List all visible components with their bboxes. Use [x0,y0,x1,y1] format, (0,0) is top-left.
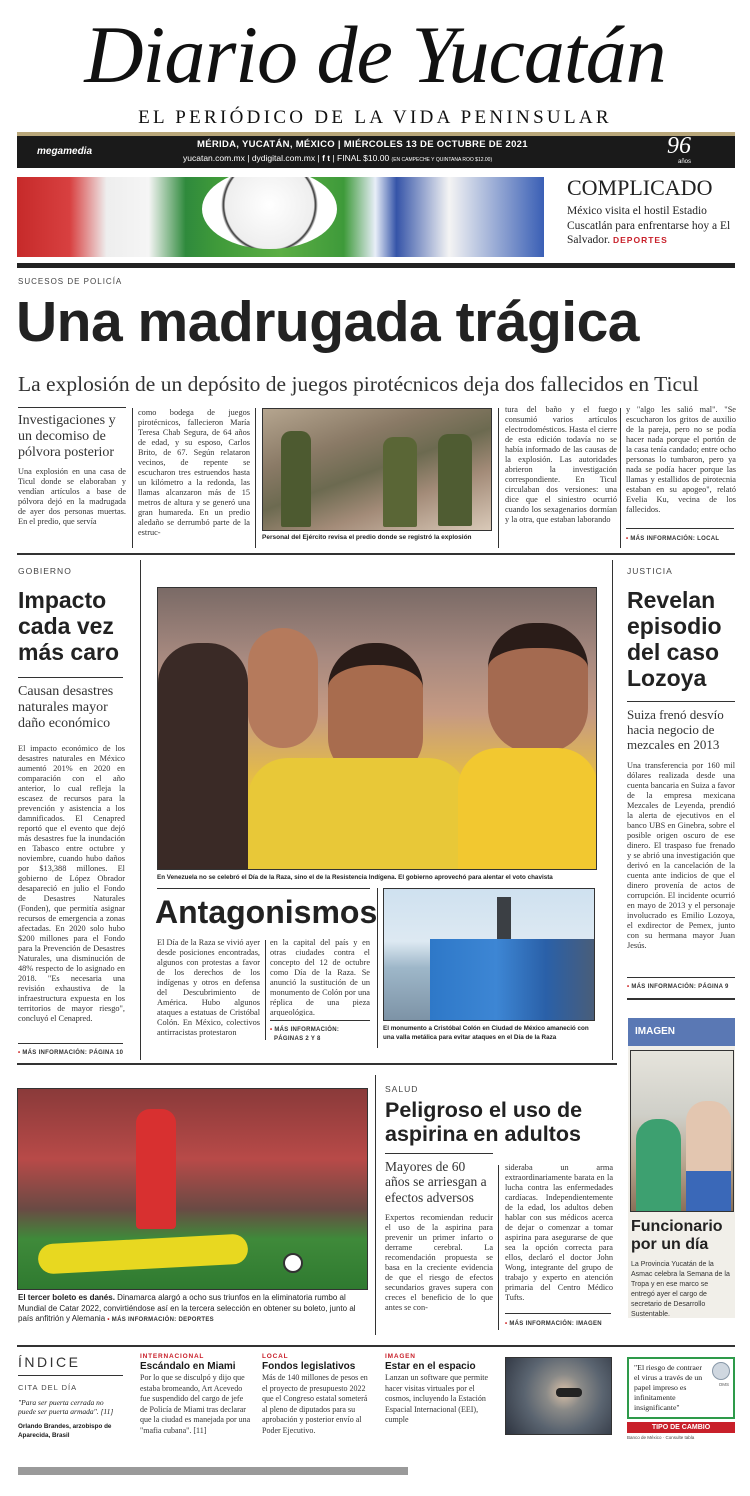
index-left-column [18,1353,130,1465]
divider [270,1020,370,1021]
social-icons[interactable]: f t [322,153,331,163]
lead-section-label: SUCESOS DE POLICÍA [18,277,123,286]
lead-photo[interactable] [262,408,492,531]
megamedia-logo: megamedia [37,146,93,157]
column-rule [140,560,141,1060]
column-rule [620,408,621,548]
antagonismos-more-info-link[interactable]: • MÁS INFORMACIÓN: PÁGINAS 2 Y 8 [270,1027,340,1042]
divider [18,1375,123,1376]
footer-bar [18,1467,408,1475]
index-item-text: Más de 140 millones de pesos en el proyecto de presupuesto 2022 que el Congreso estatal someterá al pleno de diputados para su aprobación y posterior envío al Poder Ejecutivo. [262,1373,368,1435]
section-divider [17,1345,735,1347]
index-item-section: LOCAL [262,1353,289,1360]
lead-more-info-link[interactable]: • MÁS INFORMACIÓN: LOCAL [626,536,720,542]
lead-photo-caption: Personal del Ejército revisa el predio donde se registró la explosión [262,534,472,541]
more-info-label[interactable]: MÁS INFORMACIÓN: DEPORTES [111,1317,214,1323]
more-info-label[interactable]: MÁS INFORMACIÓN: LOCAL [630,536,720,542]
lead-side-headline: Investigaciones y un decomiso de pólvora posterior [18,413,116,461]
soldier-figure [383,437,417,527]
divider [157,888,370,889]
index-item-title[interactable]: Escándalo en Miami [140,1361,236,1372]
more-info-label[interactable]: MÁS INFORMACIÓN: IMAGEN [509,1321,602,1327]
divider [505,1313,611,1314]
soldier-figure [281,431,311,527]
gobierno-headline[interactable]: Impacto cada vez más caro [18,587,120,665]
gobierno-more-info-link[interactable]: • MÁS INFORMACIÓN: PÁGINA 10 [18,1050,124,1056]
index-item-section: INTERNACIONAL [140,1353,205,1360]
oms-logo-icon [712,1362,730,1380]
lead-side-column [18,407,126,548]
person-figure [686,1101,731,1211]
person-figure [458,748,597,870]
quote-of-day-label: CITA DEL DÍA [18,1383,78,1392]
promo-section-link[interactable]: DEPORTES [613,235,668,245]
vr-headset [556,1388,582,1397]
space-vr-photo[interactable] [505,1357,612,1435]
oms-quote: "El riesgo de contraer el virus a través de un papel impreso es infinitamente insignificante" [634,1363,703,1412]
divider [626,528,734,529]
index-item-section: IMAGEN [385,1353,416,1360]
player-figure [37,1234,248,1275]
divider [627,998,735,1000]
quote-author: Orlando Brandes, arzobispo de Aparecida, Brasil [18,1423,112,1439]
lead-col2-body: como bodega de juegos pirotécnicos, fallecieron María Teresa Chab Segura, de 64 años de edad, y su esposo, Carlos Brito, de 67. Según relataron vecinos, de repente se escucharon tres estruendos hasta un kilómetro a la redonda, las llamas alcanzaron más de 15 metros de altura y se generó una gran humareda. En un predio aledaño se derrumbó parte de la estruc- [138,408,250,537]
soccer-ball-icon [202,177,337,249]
gobierno-subhead: Causan desastres naturales mayor daño económico [18,683,114,732]
lead-col4-body: tura del baño y el fuego consumió varios artículos electrodomésticos. Hasta el cierre de esta edición todavía no se había informado de las causas de la explosión. Las autoridades abrieron la investigación correspondiente. En Ticul circulaban dos versiones: una dice que el siniestro ocurrió cuando los sexagenarios dormían y la otra, que estaban laborando [505,405,617,524]
justicia-body: Una transferencia por 160 mil dólares realizada desde una cuenta bancaria en Suiza a favor de la empresa mexicana Mezcales de Leyenda, prendió la alerta de ejecutivos en el banco UBS en Ginebra, sobre el posible origen oscuro de ese dinero. El traspaso fue frenado y se abrió una investigación que derivó en la cancelación de la cuenta ante indicios de que el dinero provenía de actos de corrupción. El incidente ocurrió en mayo de 2013 y el personaje involucrado es Emilio Lozoya, el exdirector de Pemex, junto con su hermana mayor Juan Jesús. [627,760,735,950]
more-info-label[interactable]: MÁS INFORMACIÓN: [274,1027,340,1033]
monument-photo[interactable] [383,888,595,1021]
column-rule [265,940,266,1040]
index-item-title[interactable]: Fondos legislativos [262,1361,356,1372]
gobierno-column [18,566,128,1041]
dateline: MÉRIDA, YUCATÁN, MÉXICO | MIÉRCOLES 13 DE OCTUBRE DE 2021 [197,139,528,150]
antagonismos-col2: en la capital del país y en otras ciudades contra el concepto del 12 de octubre como Día de la Raza. Se anunció la sustitución de un monumento de Colón por una réplica de una pieza arqueológica. [270,938,370,1016]
masthead-title[interactable]: Diario de Yucatán [84,9,666,100]
lead-side-body: Una explosión en una casa de Ticul donde se elaboraban y vendían artículos a base de pólvora dejó en la madrugada de ayer dos personas muertas. En el predio, que servía [18,467,126,527]
main-photo[interactable] [157,587,597,870]
lead-subhead: La explosión de un depósito de juegos pirotécnicos deja dos fallecidos en Ticul [18,372,699,396]
anniversary-number: 96 [667,133,691,159]
lead-col5-body: y "algo les salió mal". "Se escucharon los gritos de auxilio de la pareja, pero no se podía hacer nada porque el portón de la casa tenía candado; entre ocho personas lo tumbaron, pero ya nada se podía hacer porque las llamas y estallidos de pirotecnia estaban en su apogeo", relató Evelia Ku, vecina de los fallecidos. [626,405,736,514]
quote-of-day: "Para ser puerta cerrada no puede ser puerta armada". [11] [18,1398,114,1416]
person-figure [636,1119,681,1211]
promo-title[interactable]: COMPLICADO [567,175,713,200]
monument-photo-caption: El monumento a Cristóbal Colón en Ciudad de México amaneció con una valla metálica para evitar ataques en el Día de la Raza [383,1025,589,1041]
more-info-label[interactable]: MÁS INFORMACIÓN: PÁGINA 10 [22,1050,124,1056]
promo-banner-image[interactable] [17,177,544,257]
masthead-tagline: EL PERIÓDICO DE LA VIDA PENINSULAR [138,107,612,128]
divider [18,407,126,408]
deportes-more-info-link[interactable]: • MÁS INFORMACIÓN: DEPORTES [107,1317,214,1323]
oms-badge: OMS [718,1382,729,1387]
divider [385,1153,493,1154]
divider [18,677,123,678]
column-rule [255,408,256,548]
more-info-pages[interactable]: PÁGINAS 2 Y 8 [273,1036,321,1042]
index-item[interactable] [385,1353,490,1426]
index-item[interactable] [140,1353,252,1436]
gobierno-section-label: GOBIERNO [18,566,72,576]
justicia-subhead: Suiza frenó desvío hacia negocio de mezcales en 2013 [627,706,724,752]
price-note: (EN CAMPECHE Y QUINTANA ROO $12.00) [391,157,493,163]
salud-more-info-link[interactable]: • MÁS INFORMACIÓN: IMAGEN [505,1321,602,1327]
soldier-figure [438,434,472,526]
soccer-ball-icon [283,1253,303,1273]
main-photo-caption: En Venezuela no se celebró el Día de la Raza, sino el de la Resistencia Indígena. El gobierno aprovechó para alentar el voto chavista [157,874,553,881]
justicia-headline[interactable]: Revelan episodio del caso Lozoya [627,587,722,691]
salud-section-label: SALUD [385,1084,419,1094]
promo-body: México visita el hostil Estadio Cuscatlán para enfrentarse hoy a El Salvador. [567,205,731,246]
caption-text: Dinamarca alargó a ocho sus triunfos en la eliminatoria rumbo al Mundial de Catar 2022, convirtiéndose así en la tercera selección en obtener su boleto, junto al país anfitrión y Alemania [18,1293,356,1323]
antagonismos-headline[interactable]: Antagonismos [155,894,378,930]
index-item-text: Lanzan un software que permite hacer visitas virtuales por el cosmos, incluyendo la Estación Espacial Internacional (EEI), cumple [385,1373,489,1424]
soccer-photo[interactable] [17,1088,368,1290]
divider [18,1043,123,1044]
statue-figure [497,897,511,939]
salud-headline[interactable]: Peligroso el uso de aspirina en adultos [385,1098,583,1147]
gobierno-body: El impacto económico de los desastres naturales en México aumentó 201% en 2020 en comparación con el año anterior, lo cual refleja la escasez de recursos para la prevención y asistencia a los damnificados. El Cenapred reportó que el evento que dejó más desastres fue la inundación en Tabasco entre octubre y noviembre, cuando hubo daños por $13,388 millones. El gobierno de López Obrador desapareció en julio el Fondo de Desastres Naturales (Fonden), que permitía asignar recursos de emergencia a zonas afectadas. En 2020 solo hubo $200 millones para el Fondo para la Prevención de Desastres Naturales, una disminución de 48% respecto de lo asignado en 2018. "Es necesaria una revisión exhaustiva de la infraestructura expuesta en los territorios de mayor riesgo", concluyó el Cenapred. [18,744,125,1024]
antagonismos-col1: El Día de la Raza se vivió ayer desde posiciones encontradas, algunos con protestas a favor de los derechos de los indígenas y otros en defensa del Descubrimiento de América. Hubo algunos ataques a estatuas de Cristóbal Colón. En México, colectivos antirracistas protestaron [157,938,260,1037]
person-figure [248,758,468,870]
index-item-title[interactable]: Estar en el espacio [385,1361,476,1372]
price: | FINAL $10.00 [332,153,390,163]
website-links[interactable]: yucatan.com.mx | dydigital.com.mx | [183,153,320,163]
exchange-rate-label[interactable]: TIPO DE CAMBIO [627,1422,735,1433]
column-rule [498,408,499,548]
index-item-text: Por lo que se disculpó y dijo que estaba bromeando, Art Acevedo fue suspendido del cargo de jefe de Policía de Miami tras declarar que la ciudad es manejada por una "mafia cubana". [11] [140,1373,251,1435]
lead-headline[interactable]: Una madrugada trágica [16,290,640,354]
index-right-column [627,1357,735,1467]
divider [627,977,735,978]
imagen-text [631,1218,735,1318]
imagen-label[interactable]: IMAGEN [628,1018,735,1046]
justicia-section-label: JUSTICIA [627,566,673,576]
metal-fence [430,939,595,1021]
salud-subhead: Mayores de 60 años se arriesgan a efectos adversos [385,1158,487,1205]
column-rule [132,408,133,548]
edition-line [183,153,492,166]
imagen-headline[interactable]: Funcionario por un día [631,1218,723,1254]
column-rule [375,1075,376,1335]
index-title: ÍNDICE [18,1354,81,1370]
soccer-caption [18,1293,370,1326]
player-figure [136,1109,176,1229]
salud-col1: Expertos recomiendan reducir el uso de la aspirina para prevenir un primer infarto o derrame cerebral. La recomendación propuesta se basa en la creciente evidencia de que el riesgo de efectos secundarios graves supera con creces el beneficio de lo que antes se con- [385,1213,493,1313]
imagen-body: La Provincia Yucatán de la Asmac celebra la Semana de la Tropa y en ese marco se entregó ayer el cargo de secretario de Desarrollo Sustentable. [631,1261,730,1318]
caption-lead: El tercer boleto es danés. [18,1293,115,1302]
divider [627,701,735,702]
salud-col2: sideraba un arma extraordinariamente barata en la lucha contra las enfermedades cardíacas. Independientemente de la edad, los adultos deben hablar con sus médicos acerca de dejar o comenzar a tomar aspirina para asegurarse de que sea la opción correcta para ellos, declaró el doctor John Wong, integrante del grupo de trabajo y experto en atención primaria del Centro Médico Tufts. [505,1163,613,1302]
anniversary-unit: años [678,159,692,165]
exchange-rate-note: Banco de México · Consulte tabla [627,1435,695,1440]
more-info-label[interactable]: MÁS INFORMACIÓN: PÁGINA 9 [631,984,729,990]
info-bar [17,133,735,168]
justicia-more-info-link[interactable]: • MÁS INFORMACIÓN: PÁGINA 9 [627,984,729,990]
person-figure [488,623,588,753]
person-figure [158,643,248,870]
promo-text [567,204,739,248]
index-item[interactable] [262,1353,374,1436]
justicia-column [627,566,737,975]
section-divider [17,553,735,555]
imagen-photo[interactable] [630,1050,734,1212]
section-divider [17,263,735,268]
salud-subcolumn [385,1153,493,1330]
person-figure [248,628,318,748]
section-divider [17,1063,617,1065]
column-rule [377,888,378,1048]
quote-box [627,1357,735,1419]
column-rule [498,1165,499,1330]
column-rule [612,560,613,1060]
